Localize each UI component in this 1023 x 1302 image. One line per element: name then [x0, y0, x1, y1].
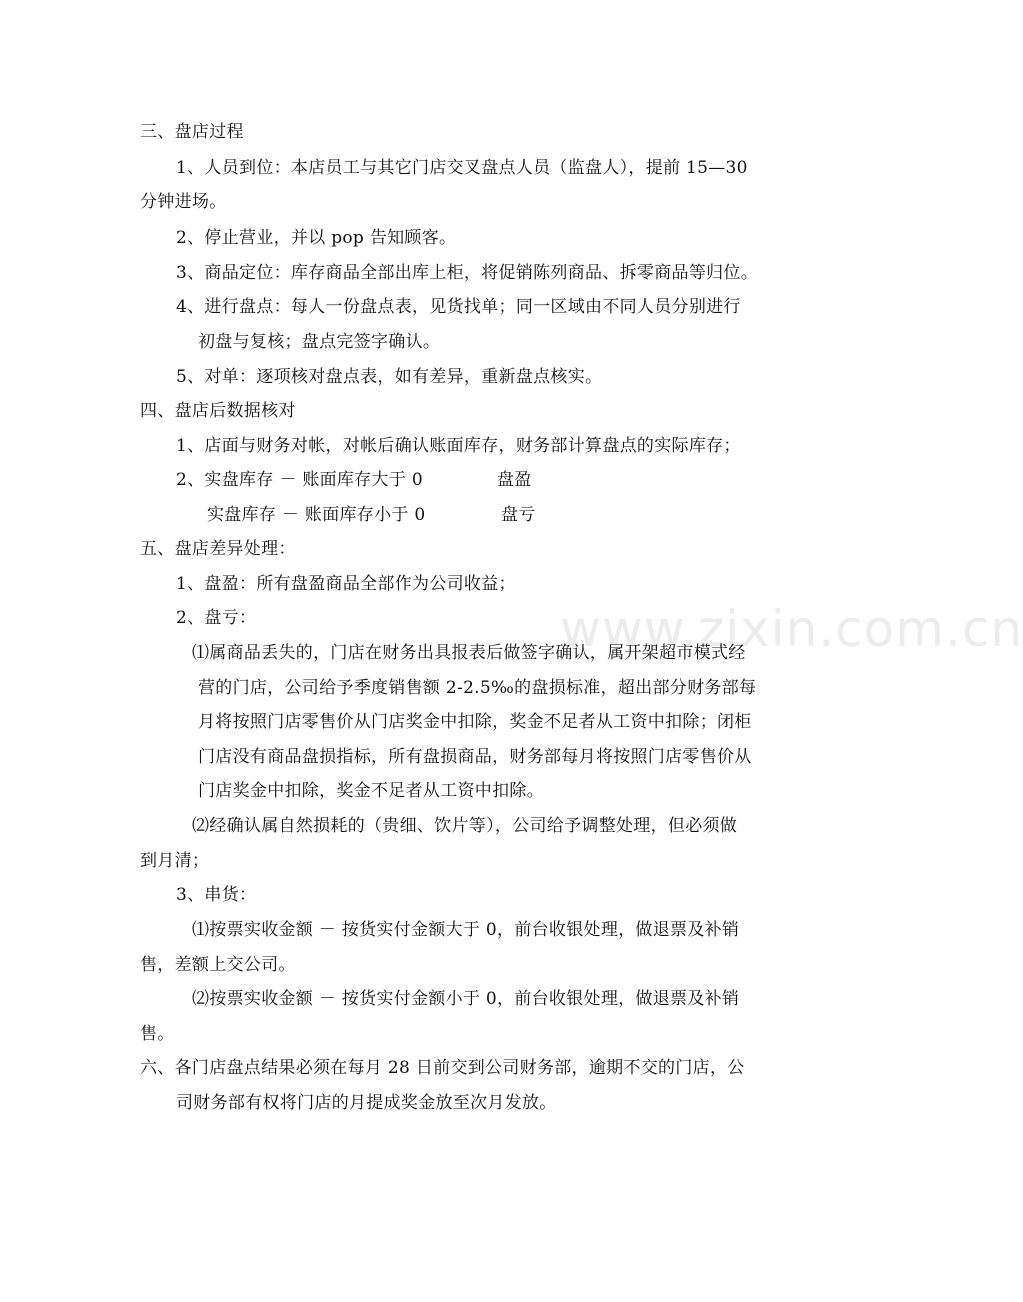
paragraph-line: 司财务部有权将门店的月提成奖金放至次月发放。 — [176, 1093, 557, 1113]
paragraph-line: ⑴属商品丢失的，门店在财务出具报表后做签字确认，属开架超市模式经 — [192, 643, 746, 663]
result-label: 盘盈 — [497, 470, 532, 490]
paragraph-line: 3、串货： — [176, 885, 257, 905]
paragraph-line: 4、进行盘点：每人一份盘点表，见货找单；同一区域由不同人员分别进行 — [176, 297, 741, 317]
paragraph-line: 初盘与复核；盘点完签字确认。 — [198, 332, 441, 352]
paragraph-line: 到月清； — [140, 851, 210, 871]
paragraph-line: 售，差额上交公司。 — [140, 955, 296, 975]
section-5-heading: 五、盘店差异处理： — [140, 539, 296, 559]
section-3-heading: 三、盘店过程 — [140, 122, 244, 142]
watermark: www.zixin.com.cn — [560, 600, 1023, 658]
paragraph-line: 门店奖金中扣除，奖金不足者从工资中扣除。 — [198, 781, 544, 801]
paragraph-line: 分钟进场。 — [140, 192, 227, 212]
paragraph-line: 2、实盘库存 － 账面库存大于 0 — [176, 470, 423, 490]
paragraph-line: 月将按照门店零售价从门店奖金中扣除，奖金不足者从工资中扣除；闭柜 — [198, 712, 752, 732]
paragraph-line: 实盘库存 － 账面库存小于 0 — [207, 505, 426, 525]
result-label: 盘亏 — [501, 505, 536, 525]
paragraph-line: 3、商品定位：库存商品全部出库上柜，将促销陈列商品、拆零商品等归位。 — [176, 263, 759, 283]
paragraph-line: 营的门店，公司给予季度销售额 2-2.5‰的盘损标准，超出部分财务部每 — [198, 678, 757, 698]
paragraph-line: ⑵按票实收金额 － 按货实付金额小于 0，前台收银处理，做退票及补销 — [192, 989, 740, 1009]
section-6-heading: 六、各门店盘点结果必须在每月 28 日前交到公司财务部，逾期不交的门店，公 — [140, 1058, 745, 1078]
paragraph-line: 1、店面与财务对帐，对帐后确认账面库存，财务部计算盘点的实际库存； — [176, 436, 741, 456]
paragraph-line: 门店没有商品盘损指标，所有盘损商品，财务部每月将按照门店零售价从 — [198, 747, 752, 767]
paragraph-line: 2、停止营业，并以 pop 告知顾客。 — [176, 228, 457, 248]
paragraph-line: 1、人员到位：本店员工与其它门店交叉盘点人员（监盘人），提前 15—30 — [176, 158, 748, 178]
section-4-heading: 四、盘店后数据核对 — [140, 401, 296, 421]
paragraph-line: 5、对单：逐项核对盘点表，如有差异，重新盘点核实。 — [176, 367, 603, 387]
paragraph-line: ⑴按票实收金额 － 按货实付金额大于 0，前台收银处理，做退票及补销 — [192, 920, 740, 940]
paragraph-line: 1、盘盈：所有盘盈商品全部作为公司收益； — [176, 574, 516, 594]
paragraph-line: 售。 — [140, 1024, 175, 1044]
paragraph-line: ⑵经确认属自然损耗的（贵细、饮片等），公司给予调整处理，但必须做 — [192, 816, 738, 836]
paragraph-line: 2、盘亏： — [176, 608, 257, 628]
